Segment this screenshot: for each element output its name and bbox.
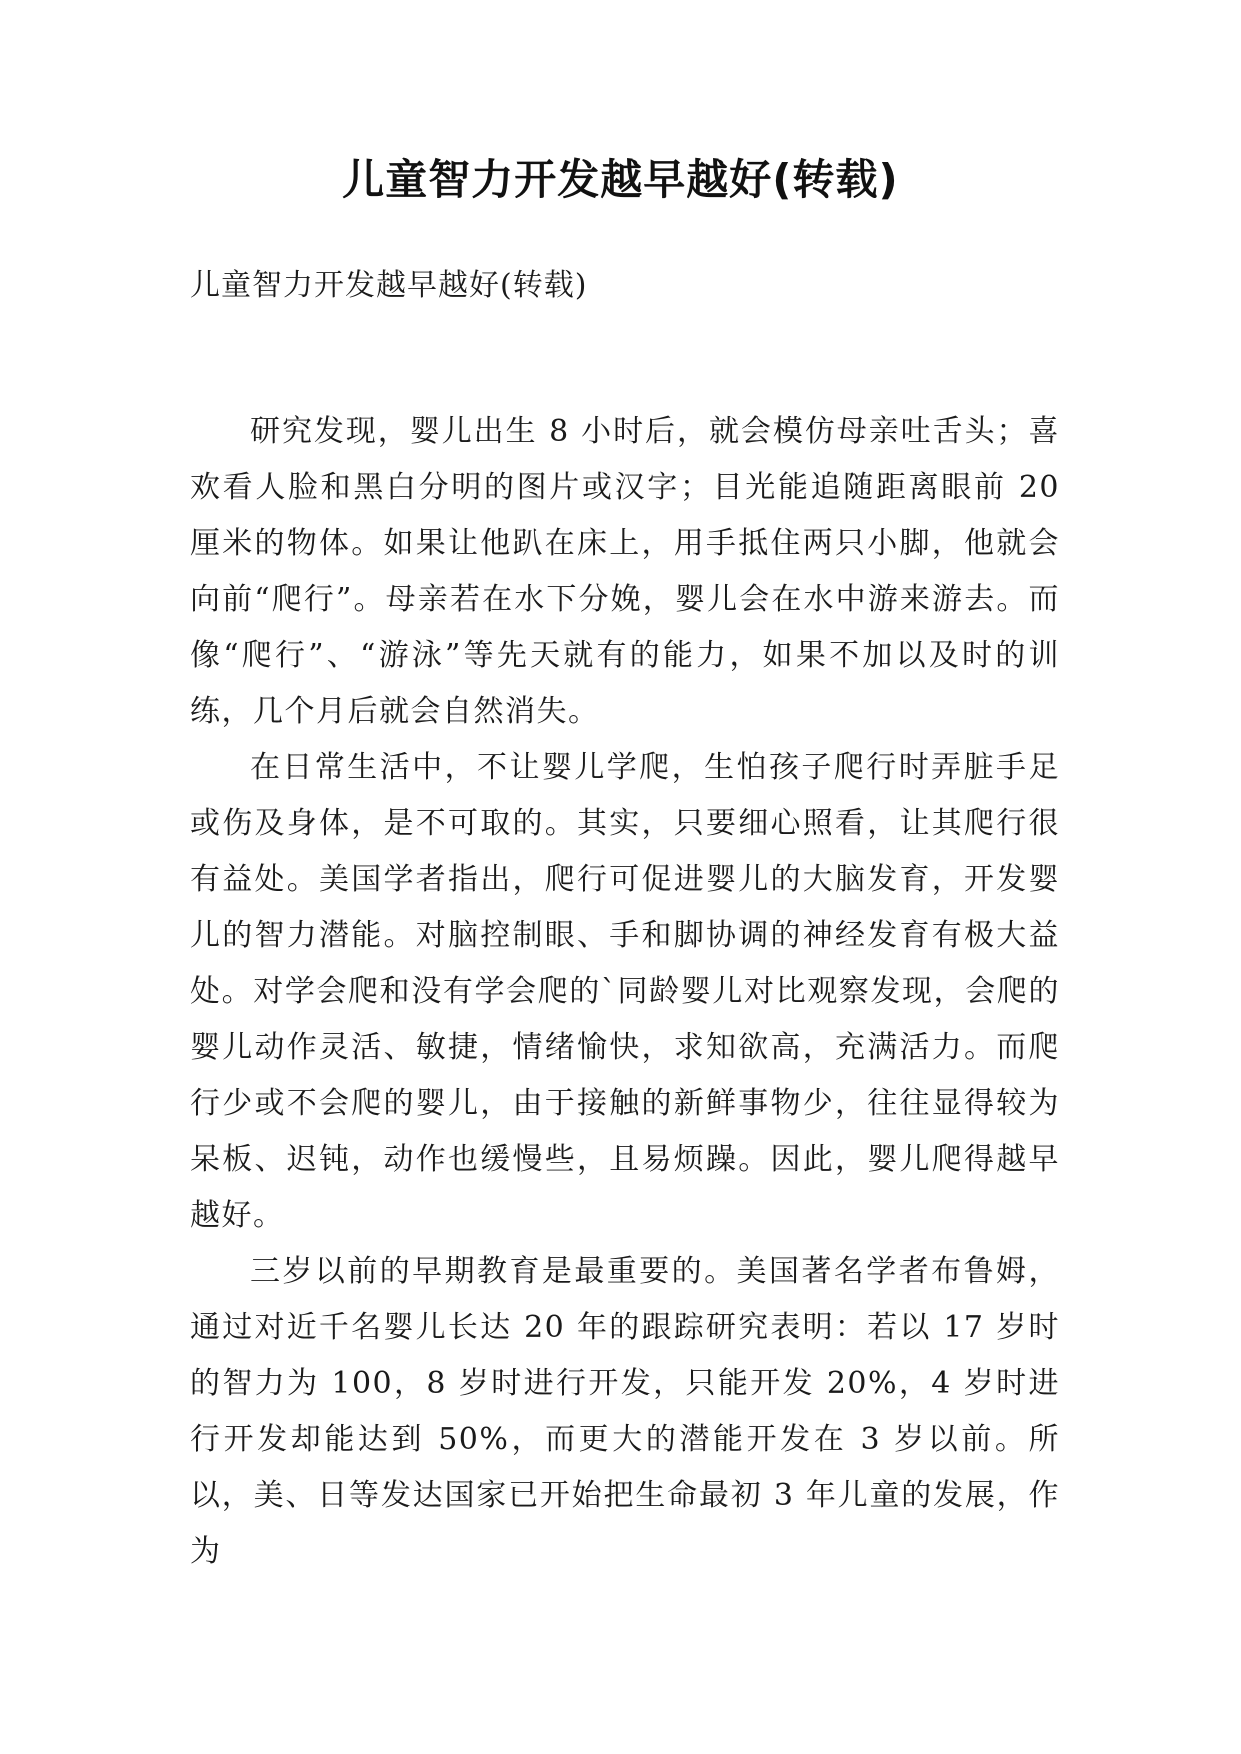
document-body bbox=[190, 404, 1060, 1580]
document-title: 儿童智力开发越早越好(转载) bbox=[342, 155, 899, 204]
paragraph-1: 研究发现，婴儿出生 8 小时后，就会模仿母亲吐舌头；喜欢看人脸和黑白分明的图片或汉字；目光能追随距离眼前 20 厘米的物体。如果让他趴在床上，用手抵住两只小脚，他就会向前“爬行”。母亲若在水下分娩，婴儿会在水中游来游去。而像“爬行”、“游泳”等先天就有的能力，如果不加以及时的训练，几个月后就会自然消失。 bbox=[190, 414, 1060, 729]
paragraph-2: 在日常生活中，不让婴儿学爬，生怕孩子爬行时弄脏手足或伤及身体，是不可取的。其实，只要细心照看，让其爬行很有益处。美国学者指出，爬行可促进婴儿的大脑发育，开发婴儿的智力潜能。对脑控制眼、手和脚协调的神经发育有极大益处。对学会爬和没有学会爬的`同龄婴儿对比观察发现，会爬的婴儿动作灵活、敏捷，情绪愉快，求知欲高，充满活力。而爬行少或不会爬的婴儿，由于接触的新鲜事物少，往往显得较为呆板、迟钝，动作也缓慢些，且易烦躁。因此，婴儿爬得越早越好。 bbox=[190, 750, 1060, 1233]
document-subtitle: 儿童智力开发越早越好(转载) bbox=[190, 268, 588, 303]
paragraph-3: 三岁以前的早期教育是最重要的。美国著名学者布鲁姆，通过对近千名婴儿长达 20 年的跟踪研究表明：若以 17 岁时的智力为 100，8 岁时进行开发，只能开发 20%，4 岁时进行开发却能达到 50%，而更大的潜能开发在 3 岁以前。所以，美、日等发达国家已开始把生命最初 3 年儿童的发展，作为 bbox=[190, 1254, 1060, 1569]
